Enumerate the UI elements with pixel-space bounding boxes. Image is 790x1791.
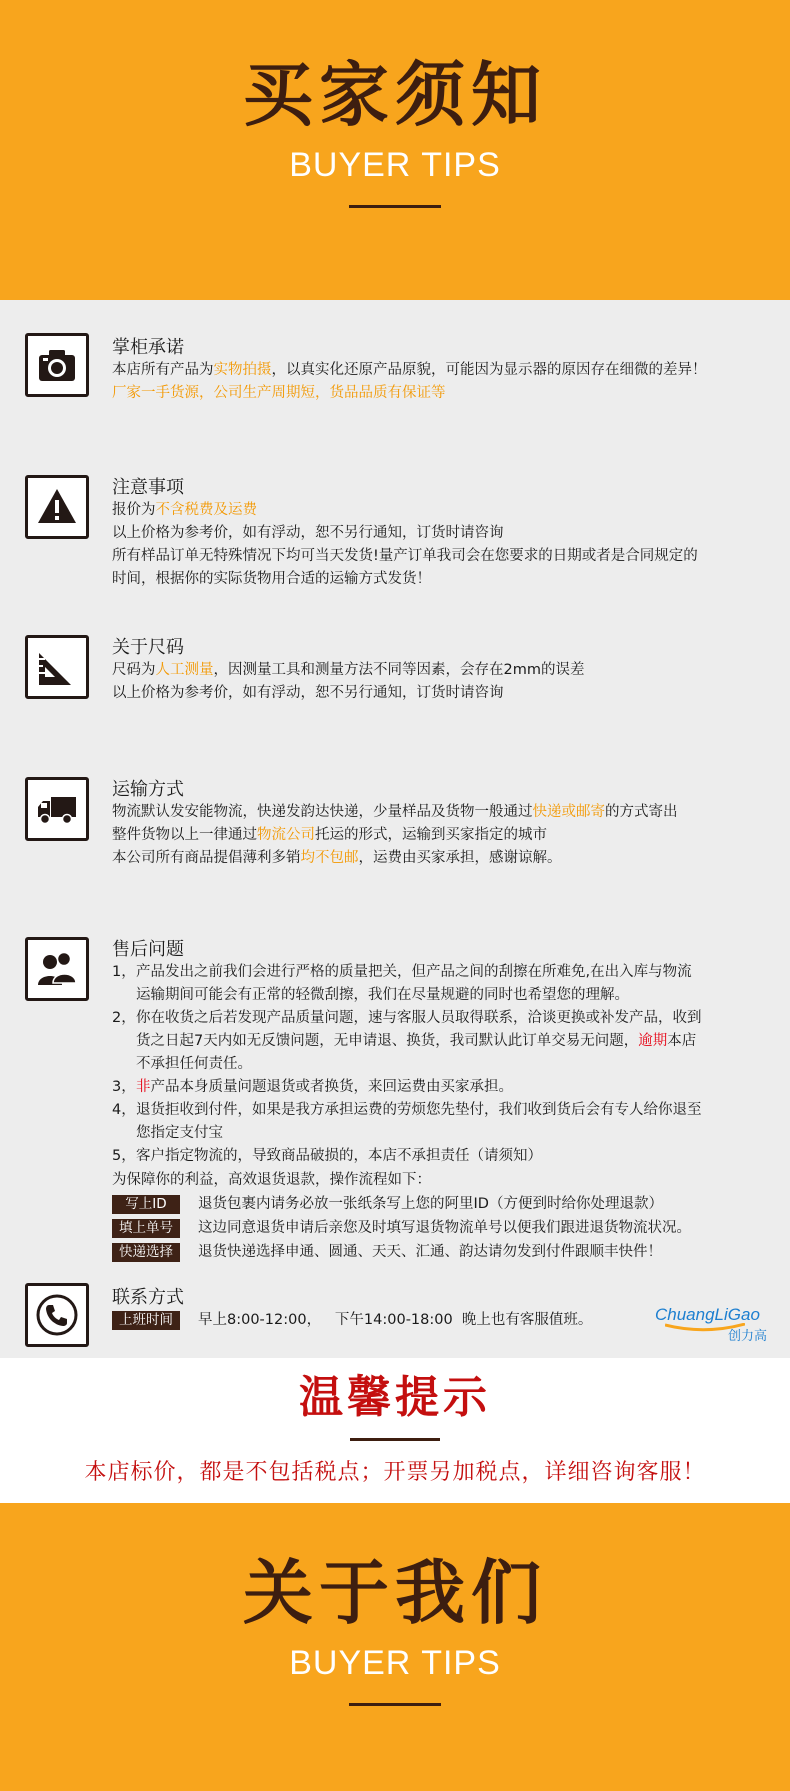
about-title: 关于我们	[243, 1551, 547, 1634]
phone-icon	[25, 1283, 89, 1347]
about-divider	[349, 1703, 441, 1706]
return-step	[112, 1217, 780, 1240]
notice-section	[0, 1358, 790, 1503]
step-text: 退货快递选择申通、圆通、天天、汇通、韵达请勿发到付件跟顺丰快件！	[198, 1244, 662, 1260]
work-hours-text: 早上8:00-12:00， 下午14:00-18:00 晚上也有客服值班。	[198, 1312, 593, 1328]
list-item: 1， 产品发出之前我们会进行严格的质量把关，但产品之间的刮擦在所难免,在出入库与物流 运输期间可能会有正常的轻微刮擦，我们在尽量规避的同时也希望您的理解。	[112, 964, 692, 1003]
section-body: 报价为不含税费及运费 以上价格为参考价，如有浮动，恕不另行通知，订货时请咨询 所有样品订单无特殊情况下均可当天发货!量产订单我司会在您要求的日期或者是合同规定的 时间，根据你的实际货物用合适的运输方式发货！	[112, 502, 698, 587]
section-title: 运输方式	[112, 779, 184, 800]
return-step	[112, 1241, 780, 1264]
about-subtitle: BUYER TIPS	[289, 1644, 501, 1682]
header-banner	[0, 0, 790, 300]
list-item: 3， 非产品本身质量问题退货或者换货，来回运费由买家承担。	[112, 1079, 513, 1095]
title-divider	[349, 205, 441, 208]
footer-banner	[0, 1503, 790, 1791]
notice-title: 温馨提示	[299, 1372, 491, 1423]
camera-icon	[25, 333, 89, 397]
step-tag: 填上单号	[112, 1219, 180, 1238]
list-item: 4， 退货拒收到付件，如果是我方承担运费的劳烦您先垫付，我们收到货后会有专人给你退至 您指定支付宝	[112, 1102, 702, 1141]
section-body: 本店所有产品为实物拍摄，以真实化还原产品原貌，可能因为显示器的原因存在细微的差异！ 厂家一手货源，公司生产周期短，货品品质有保证等	[112, 362, 707, 401]
section-body	[112, 961, 780, 1264]
warning-icon	[25, 475, 89, 539]
section-title: 掌柜承诺	[112, 337, 184, 358]
section-title: 联系方式	[112, 1287, 184, 1308]
step-text: 退货包裹内请务必放一张纸条写上您的阿里ID（方便到时给你处理退款）	[198, 1196, 663, 1212]
section-body: 物流默认发安能物流，快递发韵达快递，少量样品及货物一般通过快递或邮寄的方式寄出 整件货物以上一律通过物流公司托运的形式，运输到买家指定的城市 本公司所有商品提倡薄利多销均不包邮，运费由买家承担，感谢谅解。	[112, 804, 678, 866]
notice-divider	[350, 1438, 440, 1441]
section-title: 注意事项	[112, 477, 184, 498]
page-subtitle: BUYER TIPS	[289, 146, 501, 184]
notice-text: 本店标价，都是不包括税点；开票另加税点，详细咨询客服！	[84, 1460, 706, 1485]
work-hours-tag: 上班时间	[112, 1311, 180, 1330]
list-item: 5， 客户指定物流的，导致商品破损的，本店不承担责任（请须知）	[112, 1148, 542, 1164]
users-icon	[25, 937, 89, 1001]
step-tag: 快递选择	[112, 1243, 180, 1262]
return-flow-intro: 为保障你的利益，高效退货退款，操作流程如下：	[112, 1172, 431, 1188]
section-title: 关于尺码	[112, 637, 184, 658]
truck-icon	[25, 777, 89, 841]
step-text: 这边同意退货申请后亲您及时填写退货物流单号以便我们跟进退货物流状况。	[198, 1220, 691, 1236]
ruler-icon	[25, 635, 89, 699]
step-tag: 写上ID	[112, 1195, 180, 1214]
brand-logo: ChuangLiGao 创力高	[655, 1305, 767, 1344]
section-body: 尺码为人工测量，因测量工具和测量方法不同等因素，会存在2mm的误差 以上价格为参考价，如有浮动，恕不另行通知，订货时请咨询	[112, 662, 585, 701]
page-title: 买家须知	[243, 53, 547, 136]
return-step	[112, 1193, 780, 1216]
list-item: 2， 你在收货之后若发现产品质量问题，速与客服人员取得联系，洽谈更换或补发产品，收到 货之日起7天内如无反馈问题，无申请退、换货，我司默认此订单交易无问题，逾期本店 不承担任何责任。	[112, 1010, 702, 1072]
section-title: 售后问题	[112, 939, 184, 960]
